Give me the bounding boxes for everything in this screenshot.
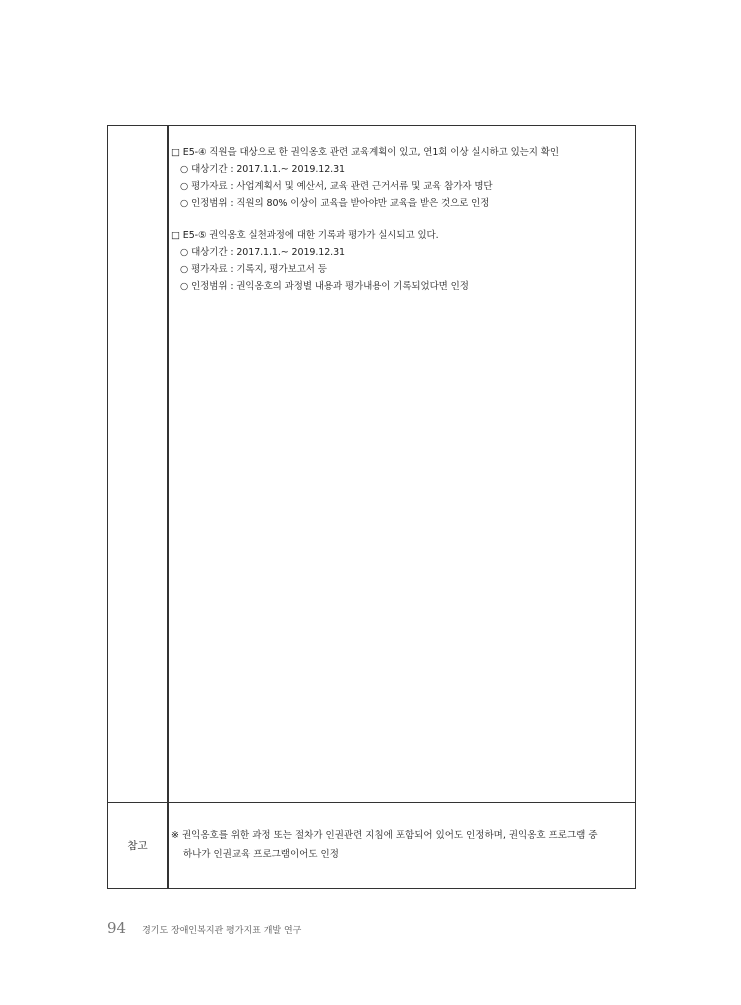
column-divider — [167, 126, 169, 888]
section-heading: □ E5-⑤ 권익옹호 실천과정에 대한 기록과 평가가 실시되고 있다. — [171, 230, 439, 241]
criteria-content — [171, 144, 633, 295]
section-heading: □ E5-④ 직원을 대상으로 한 권익옹호 관련 교육계획이 있고, 연1회 이상 실시하고 있는지 확인 — [171, 147, 559, 158]
document-title: 경기도 장애인복지관 평가지표 개발 연구 — [142, 926, 302, 936]
evaluation-materials: ○ 평가자료 : 사업계획서 및 예산서, 교육 관련 근거서류 및 교육 참가자 명단 — [180, 181, 493, 192]
target-period: ○ 대상기간 : 2017.1.1.~ 2019.12.31 — [180, 247, 345, 258]
recognition-scope: ○ 인정범위 : 권익옹호의 과정별 내용과 평가내용이 기록되었다면 인정 — [180, 281, 469, 292]
reference-note — [171, 826, 633, 864]
target-period: ○ 대상기간 : 2017.1.1.~ 2019.12.31 — [180, 164, 345, 175]
evaluation-materials: ○ 평가자료 : 기록지, 평가보고서 등 — [180, 264, 327, 275]
page-number: 94 — [107, 919, 127, 937]
reference-line: 하나가 인권교육 프로그램이어도 인정 — [183, 849, 339, 860]
reference-label: 참고 — [127, 840, 148, 852]
reference-line: ※ 권익옹호를 위한 과정 또는 절차가 인권관련 지침에 포함되어 있어도 인정하며, 권익옹호 프로그램 중 — [171, 830, 598, 841]
evaluation-table — [107, 125, 636, 889]
row-divider — [108, 802, 635, 803]
page-footer — [107, 919, 301, 941]
recognition-scope: ○ 인정범위 : 직원의 80% 이상이 교육을 받아야만 교육을 받은 것으로 인정 — [180, 198, 490, 209]
